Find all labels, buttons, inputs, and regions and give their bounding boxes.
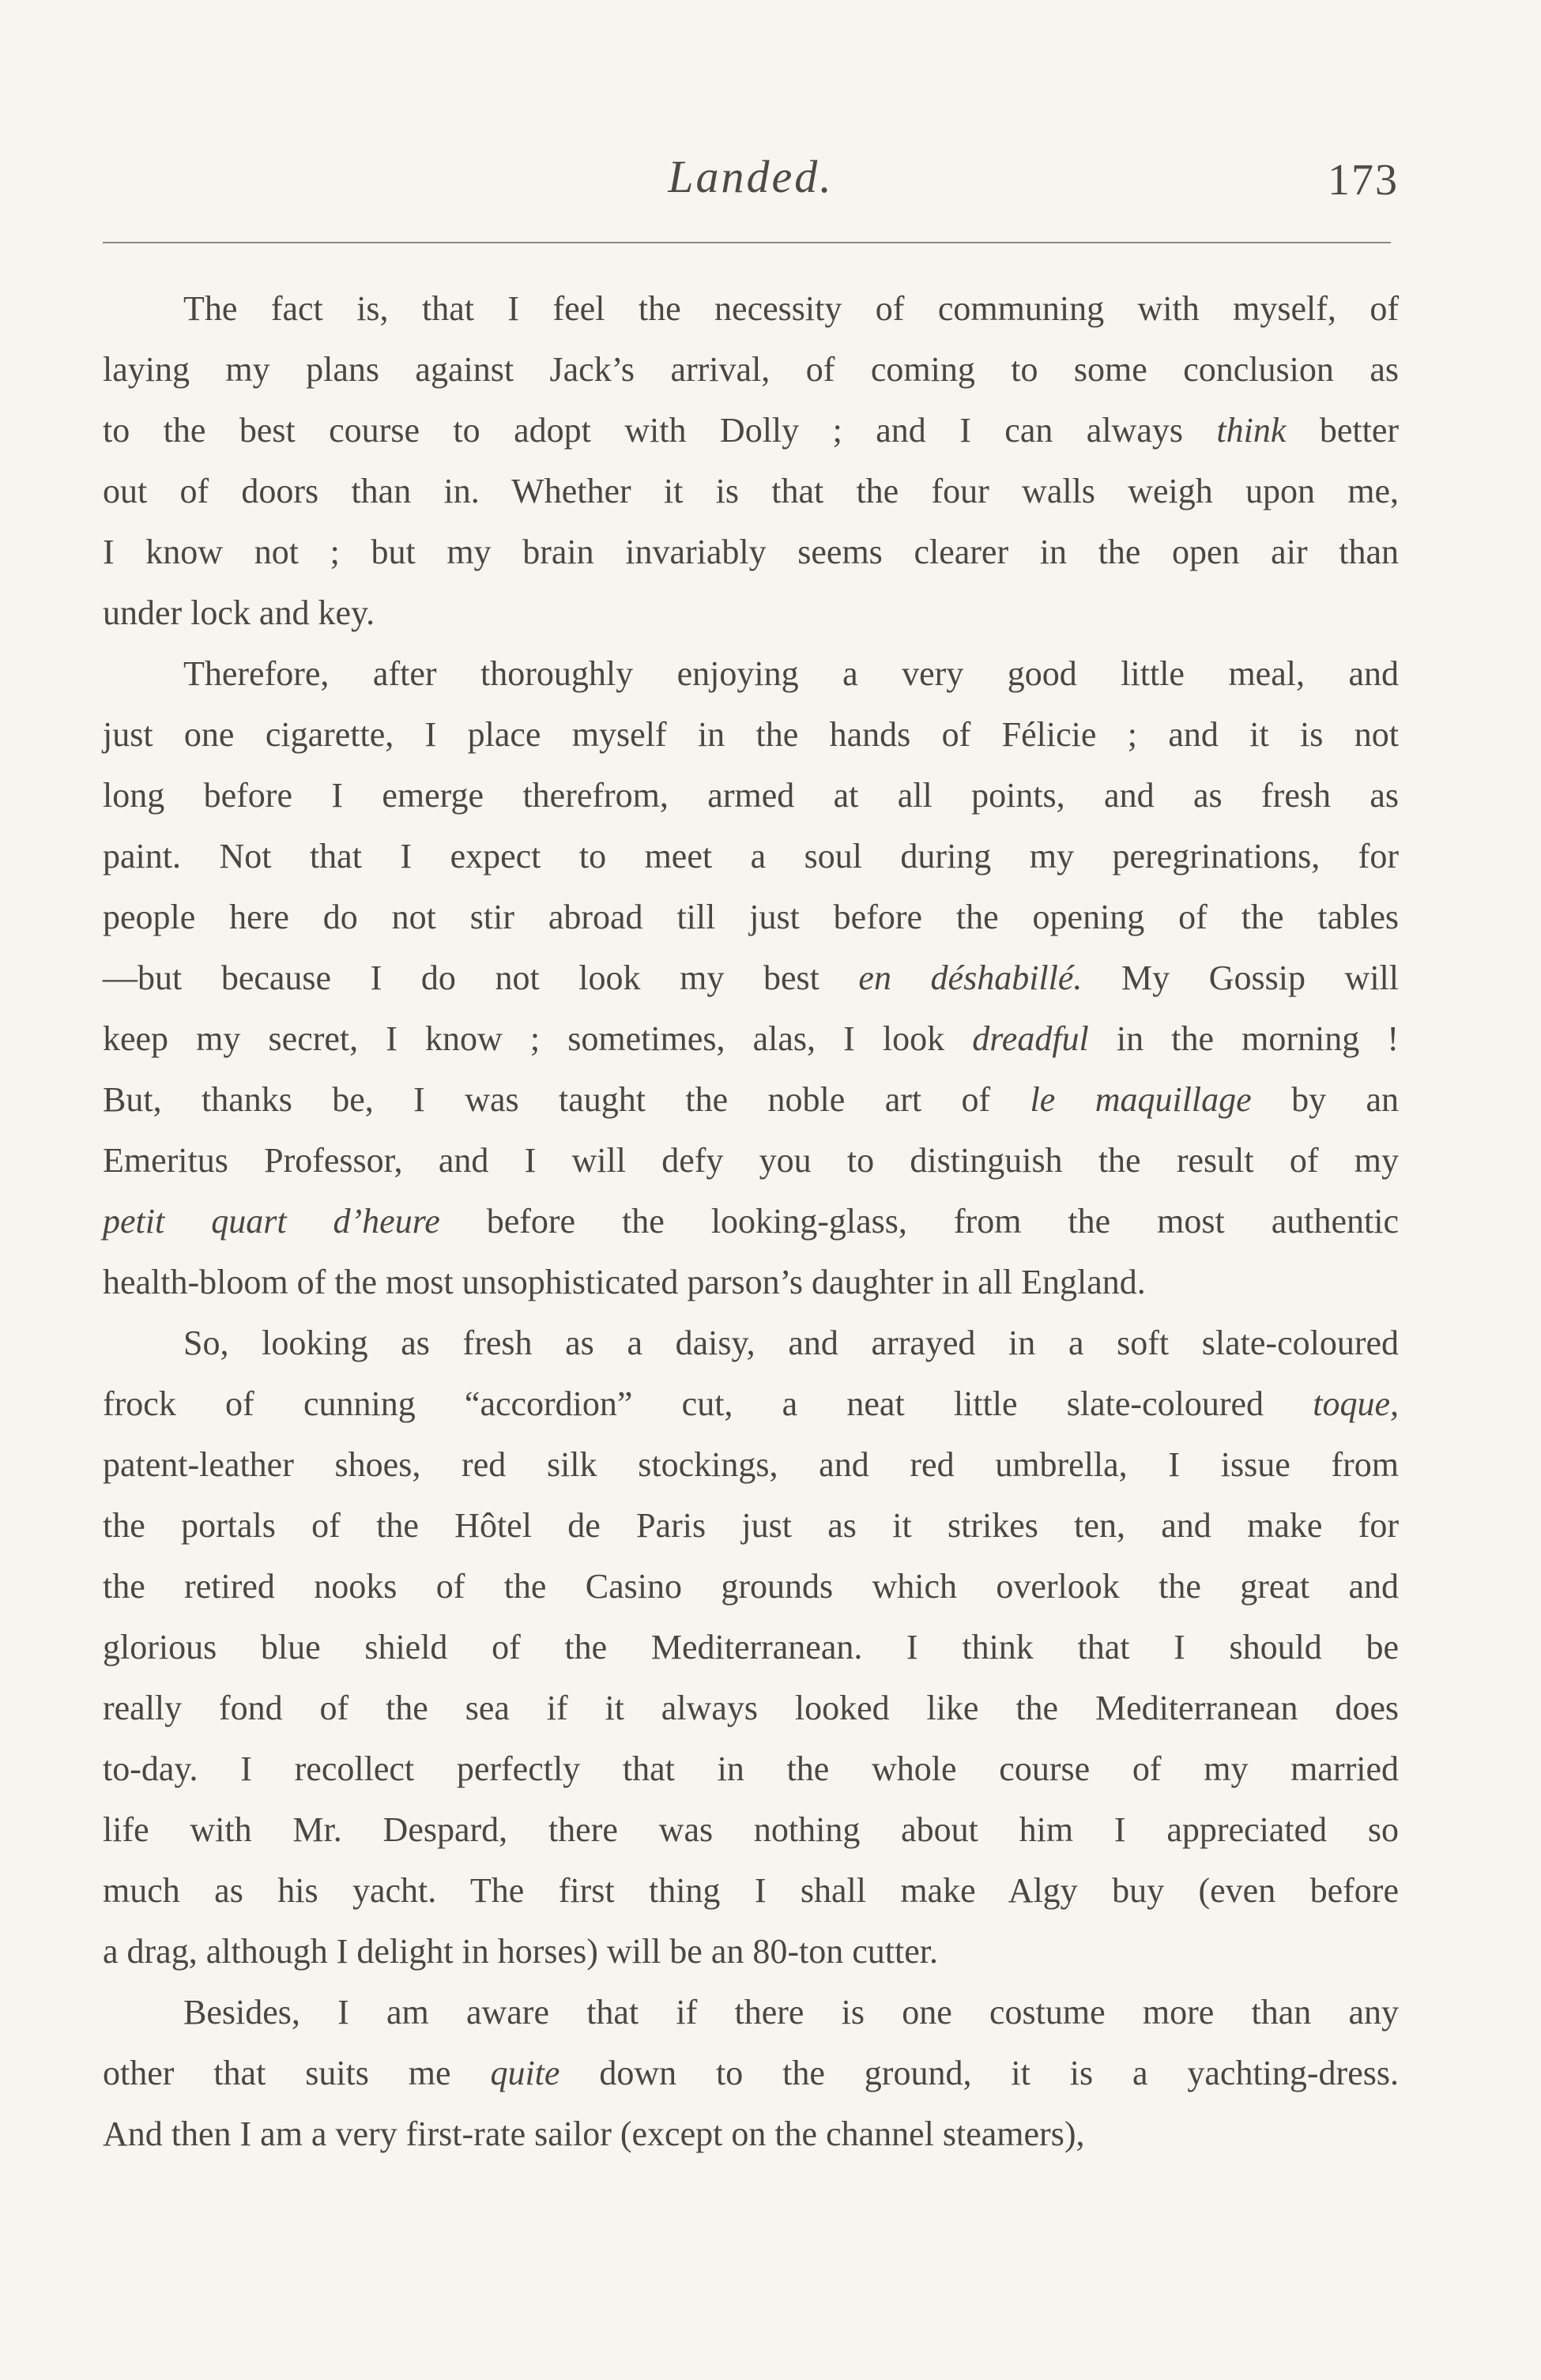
text-line <box>103 278 1399 339</box>
text-run: in the morning ! <box>1088 1019 1400 1058</box>
text-line <box>103 643 1399 704</box>
text-line <box>103 1860 1399 1921</box>
text-line <box>103 582 1399 643</box>
text-line <box>103 461 1399 522</box>
text-run: down to the ground, it is a yachting-dress. <box>560 2054 1399 2092</box>
text-line <box>103 2103 1399 2164</box>
text-run: paint. Not that I expect to meet a soul during my peregrinations, for <box>103 837 1399 876</box>
running-head <box>103 150 1399 221</box>
text-line <box>103 887 1399 947</box>
text-run: the retired nooks of the Casino grounds which overlook the great and <box>103 1567 1399 1606</box>
text-run: long before I emerge therefrom, armed at all points, and as fresh as <box>103 776 1399 815</box>
text-run: before the looking-glass, from the most authentic <box>439 1202 1399 1241</box>
text-run: laying my plans against Jack’s arrival, of coming to some conclusion as <box>103 350 1399 389</box>
text-line <box>103 1008 1399 1069</box>
paragraph <box>103 1312 1399 1982</box>
paragraph <box>103 278 1399 643</box>
text-run: to the best course to adopt with Dolly ; and I can always <box>103 411 1217 450</box>
text-run: to-day. I recollect perfectly that in the whole course of my married <box>103 1749 1399 1788</box>
italic-text: toque, <box>1313 1384 1399 1423</box>
text-run: much as his yacht. The first thing I shall make Algy buy (even before <box>103 1871 1399 1910</box>
text-run: a drag, although I delight in horses) will be an 80-ton cutter. <box>103 1932 938 1971</box>
text-line <box>103 1434 1399 1495</box>
body-text <box>103 278 1399 2164</box>
running-title: Landed. <box>668 151 834 202</box>
text-line <box>103 1252 1399 1312</box>
italic-text: petit quart d’heure <box>103 1202 440 1241</box>
text-line <box>103 1191 1399 1252</box>
text-line <box>103 1617 1399 1678</box>
text-run: Besides, I am aware that if there is one costume more than any <box>183 1993 1399 2032</box>
paragraph <box>103 643 1399 1312</box>
text-run: people here do not stir abroad till just before the opening of the tables <box>103 898 1399 936</box>
text-run: keep my secret, I know ; sometimes, alas, I look <box>103 1019 973 1058</box>
italic-text: en déshabillé. <box>858 958 1083 997</box>
text-line <box>103 1921 1399 1982</box>
text-run: other that suits me <box>103 2054 491 2092</box>
text-run: The fact is, that I feel the necessity of communing with myself, of <box>183 289 1399 328</box>
text-run: So, looking as fresh as a daisy, and arrayed in a soft slate-coloured <box>183 1324 1399 1362</box>
text-line <box>103 522 1399 582</box>
italic-text: quite <box>490 2054 560 2092</box>
text-run: health-bloom of the most unsophisticated parson’s daughter in all England. <box>103 1263 1146 1301</box>
italic-text: le maquillage <box>1030 1080 1252 1119</box>
text-line <box>103 826 1399 887</box>
text-line <box>103 947 1399 1008</box>
text-line <box>103 1373 1399 1434</box>
text-line <box>103 1799 1399 1860</box>
text-line <box>103 400 1399 461</box>
paragraph <box>103 1982 1399 2164</box>
text-run: glorious blue shield of the Mediterranean. I think that I should be <box>103 1628 1399 1666</box>
text-line <box>103 704 1399 765</box>
page-number: 173 <box>1328 156 1399 205</box>
text-line <box>103 765 1399 826</box>
text-run: really fond of the sea if it always looked like the Mediterranean does <box>103 1689 1399 1727</box>
text-line <box>103 1312 1399 1373</box>
italic-text: think <box>1216 411 1287 450</box>
text-line <box>103 1069 1399 1130</box>
text-run: But, thanks be, I was taught the noble art of <box>103 1080 1030 1119</box>
text-run: My Gossip will <box>1082 958 1400 997</box>
text-line <box>103 1678 1399 1738</box>
text-run: Emeritus Professor, and I will defy you to distinguish the result of my <box>103 1141 1399 1180</box>
text-line <box>103 1495 1399 1556</box>
text-line <box>103 1556 1399 1617</box>
text-line <box>103 2043 1399 2103</box>
text-run: the portals of the Hôtel de Paris just as it strikes ten, and make for <box>103 1506 1399 1545</box>
text-line <box>103 1982 1399 2043</box>
text-line <box>103 1130 1399 1191</box>
text-line <box>103 1738 1399 1799</box>
text-run: frock of cunning “accordion” cut, a neat little slate-coloured <box>103 1384 1313 1423</box>
text-run: better <box>1286 411 1400 450</box>
text-run: Therefore, after thoroughly enjoying a very good little meal, and <box>183 654 1399 693</box>
text-run: patent-leather shoes, red silk stockings, and red umbrella, I issue from <box>103 1445 1399 1484</box>
text-line <box>103 339 1399 400</box>
text-run: —but because I do not look my best <box>103 958 859 997</box>
text-run: under lock and key. <box>103 593 375 632</box>
italic-text: dreadful <box>972 1019 1089 1058</box>
text-run: And then I am a very first-rate sailor (except on the channel steamers), <box>103 2115 1085 2153</box>
text-run: out of doors than in. Whether it is that the four walls weigh upon me, <box>103 472 1399 510</box>
text-run: I know not ; but my brain invariably seems clearer in the open air than <box>103 533 1399 571</box>
text-run: just one cigarette, I place myself in the hands of Félicie ; and it is not <box>103 715 1399 754</box>
text-run: life with Mr. Despard, there was nothing about him I appreciated so <box>103 1810 1399 1849</box>
header-rule <box>103 242 1391 243</box>
text-run: by an <box>1251 1080 1400 1119</box>
